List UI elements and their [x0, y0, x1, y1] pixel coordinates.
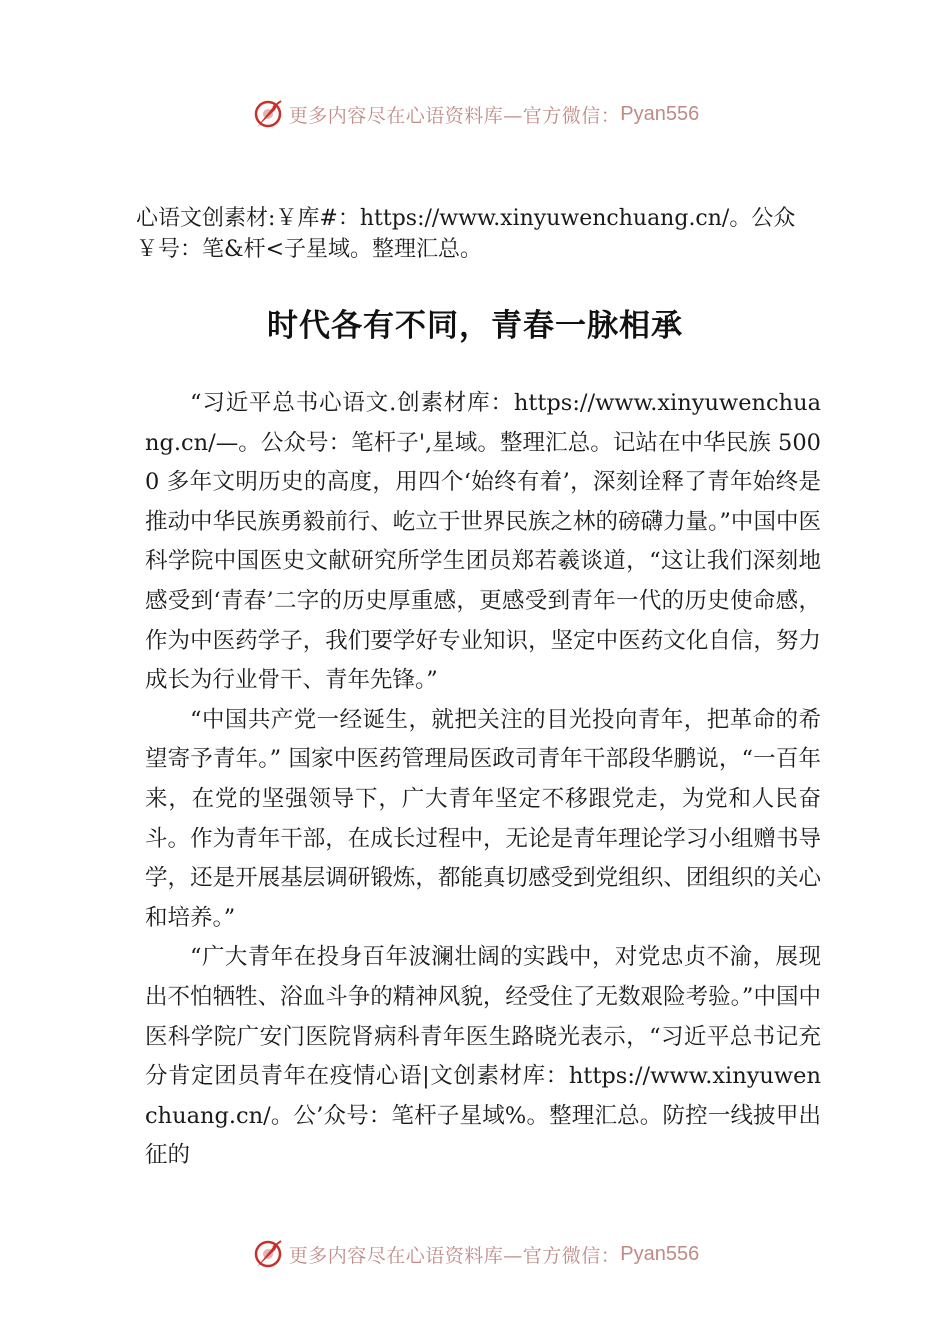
- header-banner: [0, 94, 950, 134]
- footer-banner: [0, 1234, 950, 1274]
- quill-pen-logo-icon: [251, 97, 285, 131]
- source-note: 心语文创素材:￥库#：https://www.xinyuwenchuang.cn/。公众￥号：笔&杆<子星域。整理汇总。: [136, 206, 796, 262]
- paragraph: “广大青年在投身百年波澜壮阔的实践中，对党忠贞不渝，展现出不怕牺牲、浴血斗争的精神风貌，经受住了无数艰险考验。”中国中医科学院广安门医院肾病科青年医生路晓光表示，“习近平总书记充分肯定团员青年在疫情心语|文创素材库：https://www.xinyuwenchuang.cn/。公’众号：笔杆子星域%。整理汇总。防控一线披甲出征的: [145, 944, 821, 1169]
- banner-wechat-id: Pyan556: [620, 102, 700, 125]
- page-title: 时代各有不同，青春一脉相承: [267, 308, 683, 344]
- banner-wechat-id: Pyan556: [620, 1242, 700, 1265]
- paragraph: “习近平总书心语文.创素材库：https://www.xinyuwenchuang.cn/—。公众号：笔杆子',星域。整理汇总。记站在中华民族 5000 多年文明历史的高度，用四个‘始终有着’，深刻诠释了青年始终是推动中华民族勇毅前行、屹立于世界民族之林的磅礴力量。”中国中医科学院中国医史文献研究所学生团员郑若羲谈道，“这让我们深刻地感受到‘青春’二字的历史厚重感，更感受到青年一代的历史使命感，作为中医药学子，我们要学好专业知识，坚定中医药文化自信，努力成长为行业骨干、青年先锋。”: [145, 390, 821, 694]
- banner-text: 更多内容尽在心语资料库—官方微信：: [288, 104, 621, 127]
- banner-text: 更多内容尽在心语资料库—官方微信：: [288, 1244, 621, 1267]
- paragraph: “中国共产党一经诞生，就把关注的目光投向青年，把革命的希望寄予青年。” 国家中医药管理局医政司青年干部段华鹏说，“一百年来，在党的坚强领导下，广大青年坚定不移跟党走，为党和人民奋斗。作为青年干部，在成长过程中，无论是青年理论学习小组赠书导学，还是开展基层调研锻炼，都能真切感受到党组织、团组织的关心和培养。”: [145, 706, 821, 931]
- quill-pen-logo-icon: [251, 1237, 285, 1271]
- article-body: [145, 384, 821, 1176]
